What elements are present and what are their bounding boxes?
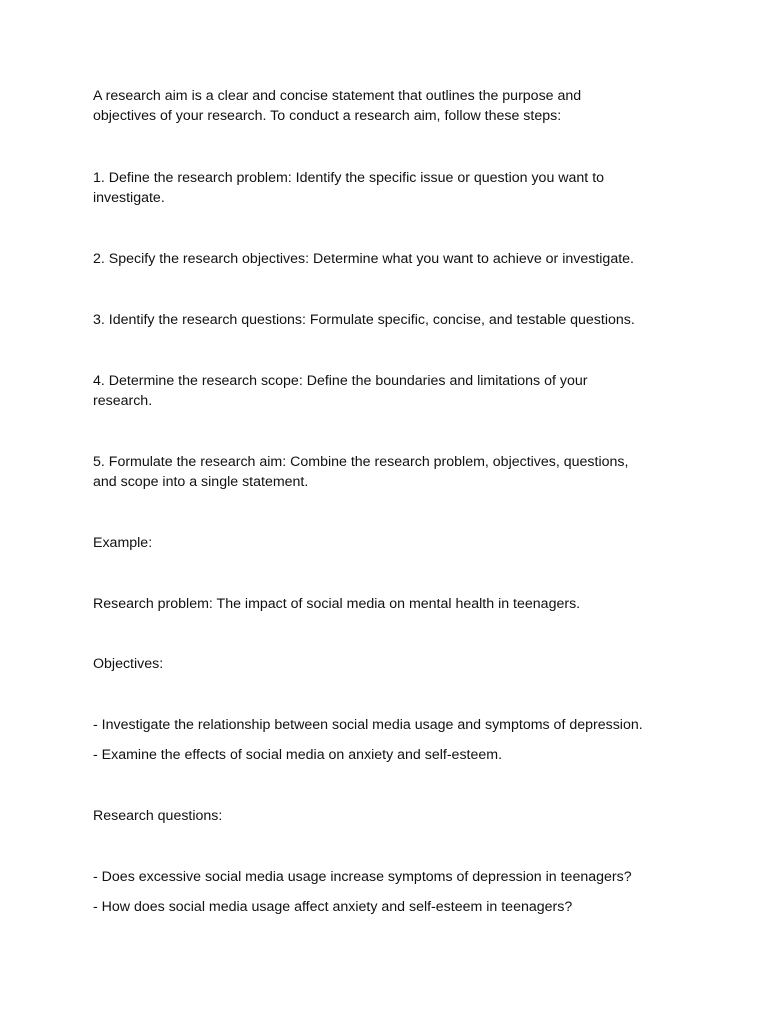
question-text: - Does excessive social media usage increase symptoms of depression in teenagers? — [93, 869, 632, 885]
objectives-heading — [93, 654, 693, 674]
step-line: 5. Formulate the research aim: Combine the research problem, objectives, questions, — [93, 454, 629, 470]
questions-heading — [93, 806, 693, 826]
step-4 — [93, 371, 693, 411]
step-line: 1. Define the research problem: Identify the specific issue or question you want to — [93, 170, 605, 186]
objective-item — [93, 745, 693, 765]
research-problem — [93, 594, 693, 614]
intro-line: objectives of your research. To conduct a research aim, follow these steps: — [93, 108, 562, 124]
step-line: 2. Specify the research objectives: Determine what you want to achieve or investigate. — [93, 251, 634, 267]
objectives-heading-text: Objectives: — [93, 656, 164, 672]
question-item — [93, 897, 693, 917]
step-1 — [93, 168, 693, 208]
step-line: investigate. — [93, 190, 165, 206]
intro-line: A research aim is a clear and concise statement that outlines the purpose and — [93, 88, 582, 104]
objective-item — [93, 715, 693, 735]
objective-text: - Investigate the relationship between social media usage and symptoms of depression. — [93, 717, 643, 733]
question-item — [93, 867, 693, 887]
example-heading-text: Example: — [93, 535, 153, 551]
question-text: - How does social media usage affect anxiety and self-esteem in teenagers? — [93, 899, 573, 915]
questions-heading-text: Research questions: — [93, 808, 223, 824]
step-line: 4. Determine the research scope: Define the boundaries and limitations of your — [93, 373, 588, 389]
example-heading — [93, 533, 693, 553]
research-problem-text: Research problem: The impact of social media on mental health in teenagers. — [93, 596, 581, 612]
intro-paragraph — [93, 86, 693, 126]
step-5 — [93, 452, 693, 492]
step-2 — [93, 249, 693, 269]
objective-text: - Examine the effects of social media on anxiety and self-esteem. — [93, 747, 503, 763]
step-line: research. — [93, 393, 153, 409]
step-line: 3. Identify the research questions: Formulate specific, concise, and testable questions. — [93, 312, 635, 328]
step-3 — [93, 310, 693, 330]
step-line: and scope into a single statement. — [93, 474, 309, 490]
